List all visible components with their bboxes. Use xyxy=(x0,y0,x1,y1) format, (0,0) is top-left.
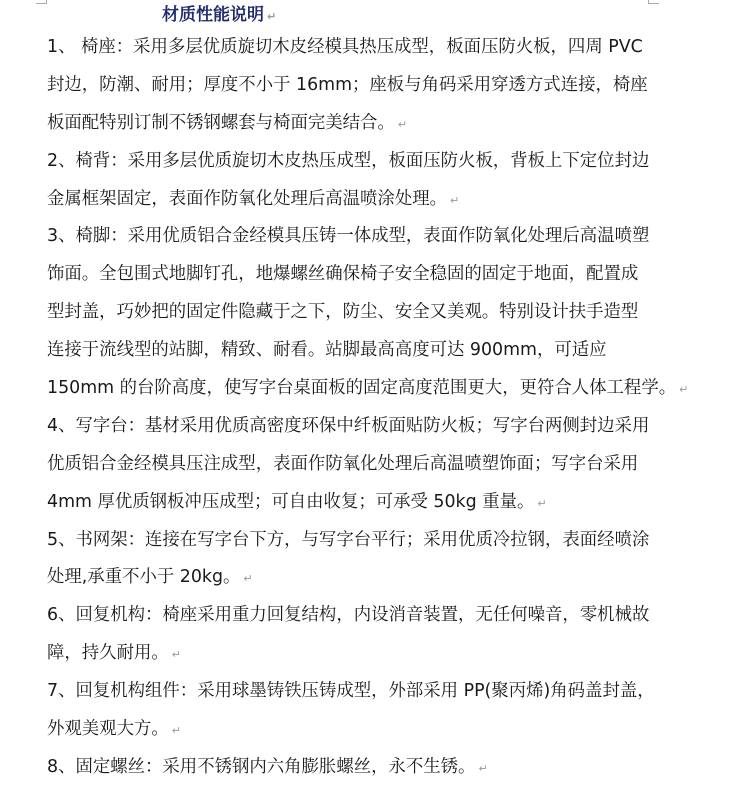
line-text: 障，持久耐用。 xyxy=(47,643,169,664)
line-text: 150mm 的台阶高度，使写字台桌面板的固定高度范围更大，更符合人体工程学。 xyxy=(47,378,677,399)
text-line xyxy=(47,294,647,332)
text-line xyxy=(47,408,650,446)
paragraph xyxy=(47,522,650,598)
line-text: 3、椅脚：采用优质铝合金经模具压铸一体成型，表面作防氧化处理后高温喷塑 xyxy=(47,226,650,247)
text-line xyxy=(47,67,647,105)
paragraph xyxy=(47,218,689,407)
text-line xyxy=(47,635,647,673)
text-line xyxy=(47,29,647,67)
line-text: 外观美观大方。 xyxy=(47,719,169,740)
text-line xyxy=(47,484,647,522)
text-line xyxy=(47,559,647,597)
paragraph xyxy=(47,29,647,143)
text-line xyxy=(47,218,650,256)
line-text: 2、椅背：采用多层优质旋切木皮热压成型，板面压防火板，背板上下定位封边 xyxy=(47,150,650,171)
title-text: 材质性能说明 xyxy=(162,5,264,25)
paragraph-mark-icon: ↵ xyxy=(537,496,547,510)
paragraph-mark-icon: ↵ xyxy=(397,117,408,131)
line-text: 优质铝合金经模具压注成型，表面作防氧化处理后高温喷塑饰面；写字台采用 xyxy=(47,453,639,474)
page-corner-mark-left xyxy=(36,0,47,4)
document-title xyxy=(162,3,276,29)
text-line xyxy=(47,597,650,635)
page-corner-mark-right xyxy=(648,0,659,4)
line-text: 5、书网架：连接在写字台下方，与写字台平行；采用优质冷拉钢，表面经喷涂 xyxy=(47,529,650,550)
text-line xyxy=(47,711,647,749)
line-text: 板面配特别订制不锈钢螺套与椅面完美结合。 xyxy=(47,112,395,133)
text-line xyxy=(47,143,650,181)
text-line xyxy=(47,332,647,370)
paragraph xyxy=(47,673,655,749)
paragraph xyxy=(47,749,647,787)
text-line xyxy=(47,522,650,560)
document-body[interactable] xyxy=(47,29,689,787)
text-line xyxy=(47,673,655,711)
line-text: 4mm 厚优质钢板冲压成型；可自由收复；可承受 50kg 重量。 xyxy=(47,491,535,512)
line-text: 7、回复机构组件：采用球墨铸铁压铸成型，外部采用 PP(聚丙烯)角码盖封盖， xyxy=(47,681,655,702)
text-line xyxy=(47,105,647,143)
text-line xyxy=(47,181,647,219)
paragraph-mark-icon: ↵ xyxy=(267,10,277,23)
line-text: 4、写字台：基材采用优质高密度环保中纤板面贴防火板；写字台两侧封边采用 xyxy=(47,415,650,436)
text-line xyxy=(47,446,647,484)
line-text: 1、 椅座：采用多层优质旋切木皮经模具热压成型，板面压防火板，四周 PVC xyxy=(47,37,643,57)
line-text: 8、固定螺丝：采用不锈钢内六角膨胀螺丝，永不生锈。 xyxy=(47,756,476,777)
text-line xyxy=(47,749,647,787)
line-text: 型封盖，巧妙把的固定件隐藏于之下，防尘、安全又美观。特别设计扶手造型 xyxy=(47,302,639,323)
text-line xyxy=(47,370,689,408)
line-text: 饰面。全包围式地脚钉孔，地爆螺丝确保椅子安全稳固的固定于地面，配置成 xyxy=(47,264,639,285)
paragraph-mark-icon: ↵ xyxy=(171,648,181,662)
line-text: 封边，防潮、耐用；厚度不小于 16mm；座板与角码采用穿透方式连接，椅座 xyxy=(47,74,648,95)
paragraph-mark-icon: ↵ xyxy=(478,761,488,775)
paragraph-mark-icon: ↵ xyxy=(171,724,181,738)
paragraph-mark-icon: ↵ xyxy=(679,383,689,397)
paragraph xyxy=(47,408,650,522)
paragraph-mark-icon: ↵ xyxy=(450,193,460,207)
paragraph xyxy=(47,597,650,673)
line-text: 金属框架固定，表面作防氧化处理后高温喷涂处理。 xyxy=(47,188,447,209)
paragraph xyxy=(47,143,650,219)
line-text: 处理,承重不小于 20kg。 xyxy=(47,567,241,588)
paragraph-mark-icon: ↵ xyxy=(243,572,253,586)
line-text: 连接于流线型的站脚，精致、耐看。站脚最高高度可达 900mm，可适应 xyxy=(47,340,607,361)
line-text: 6、回复机构：椅座采用重力回复结构，内设消音装置，无任何噪音，零机械故 xyxy=(47,605,650,626)
text-line xyxy=(47,256,647,294)
